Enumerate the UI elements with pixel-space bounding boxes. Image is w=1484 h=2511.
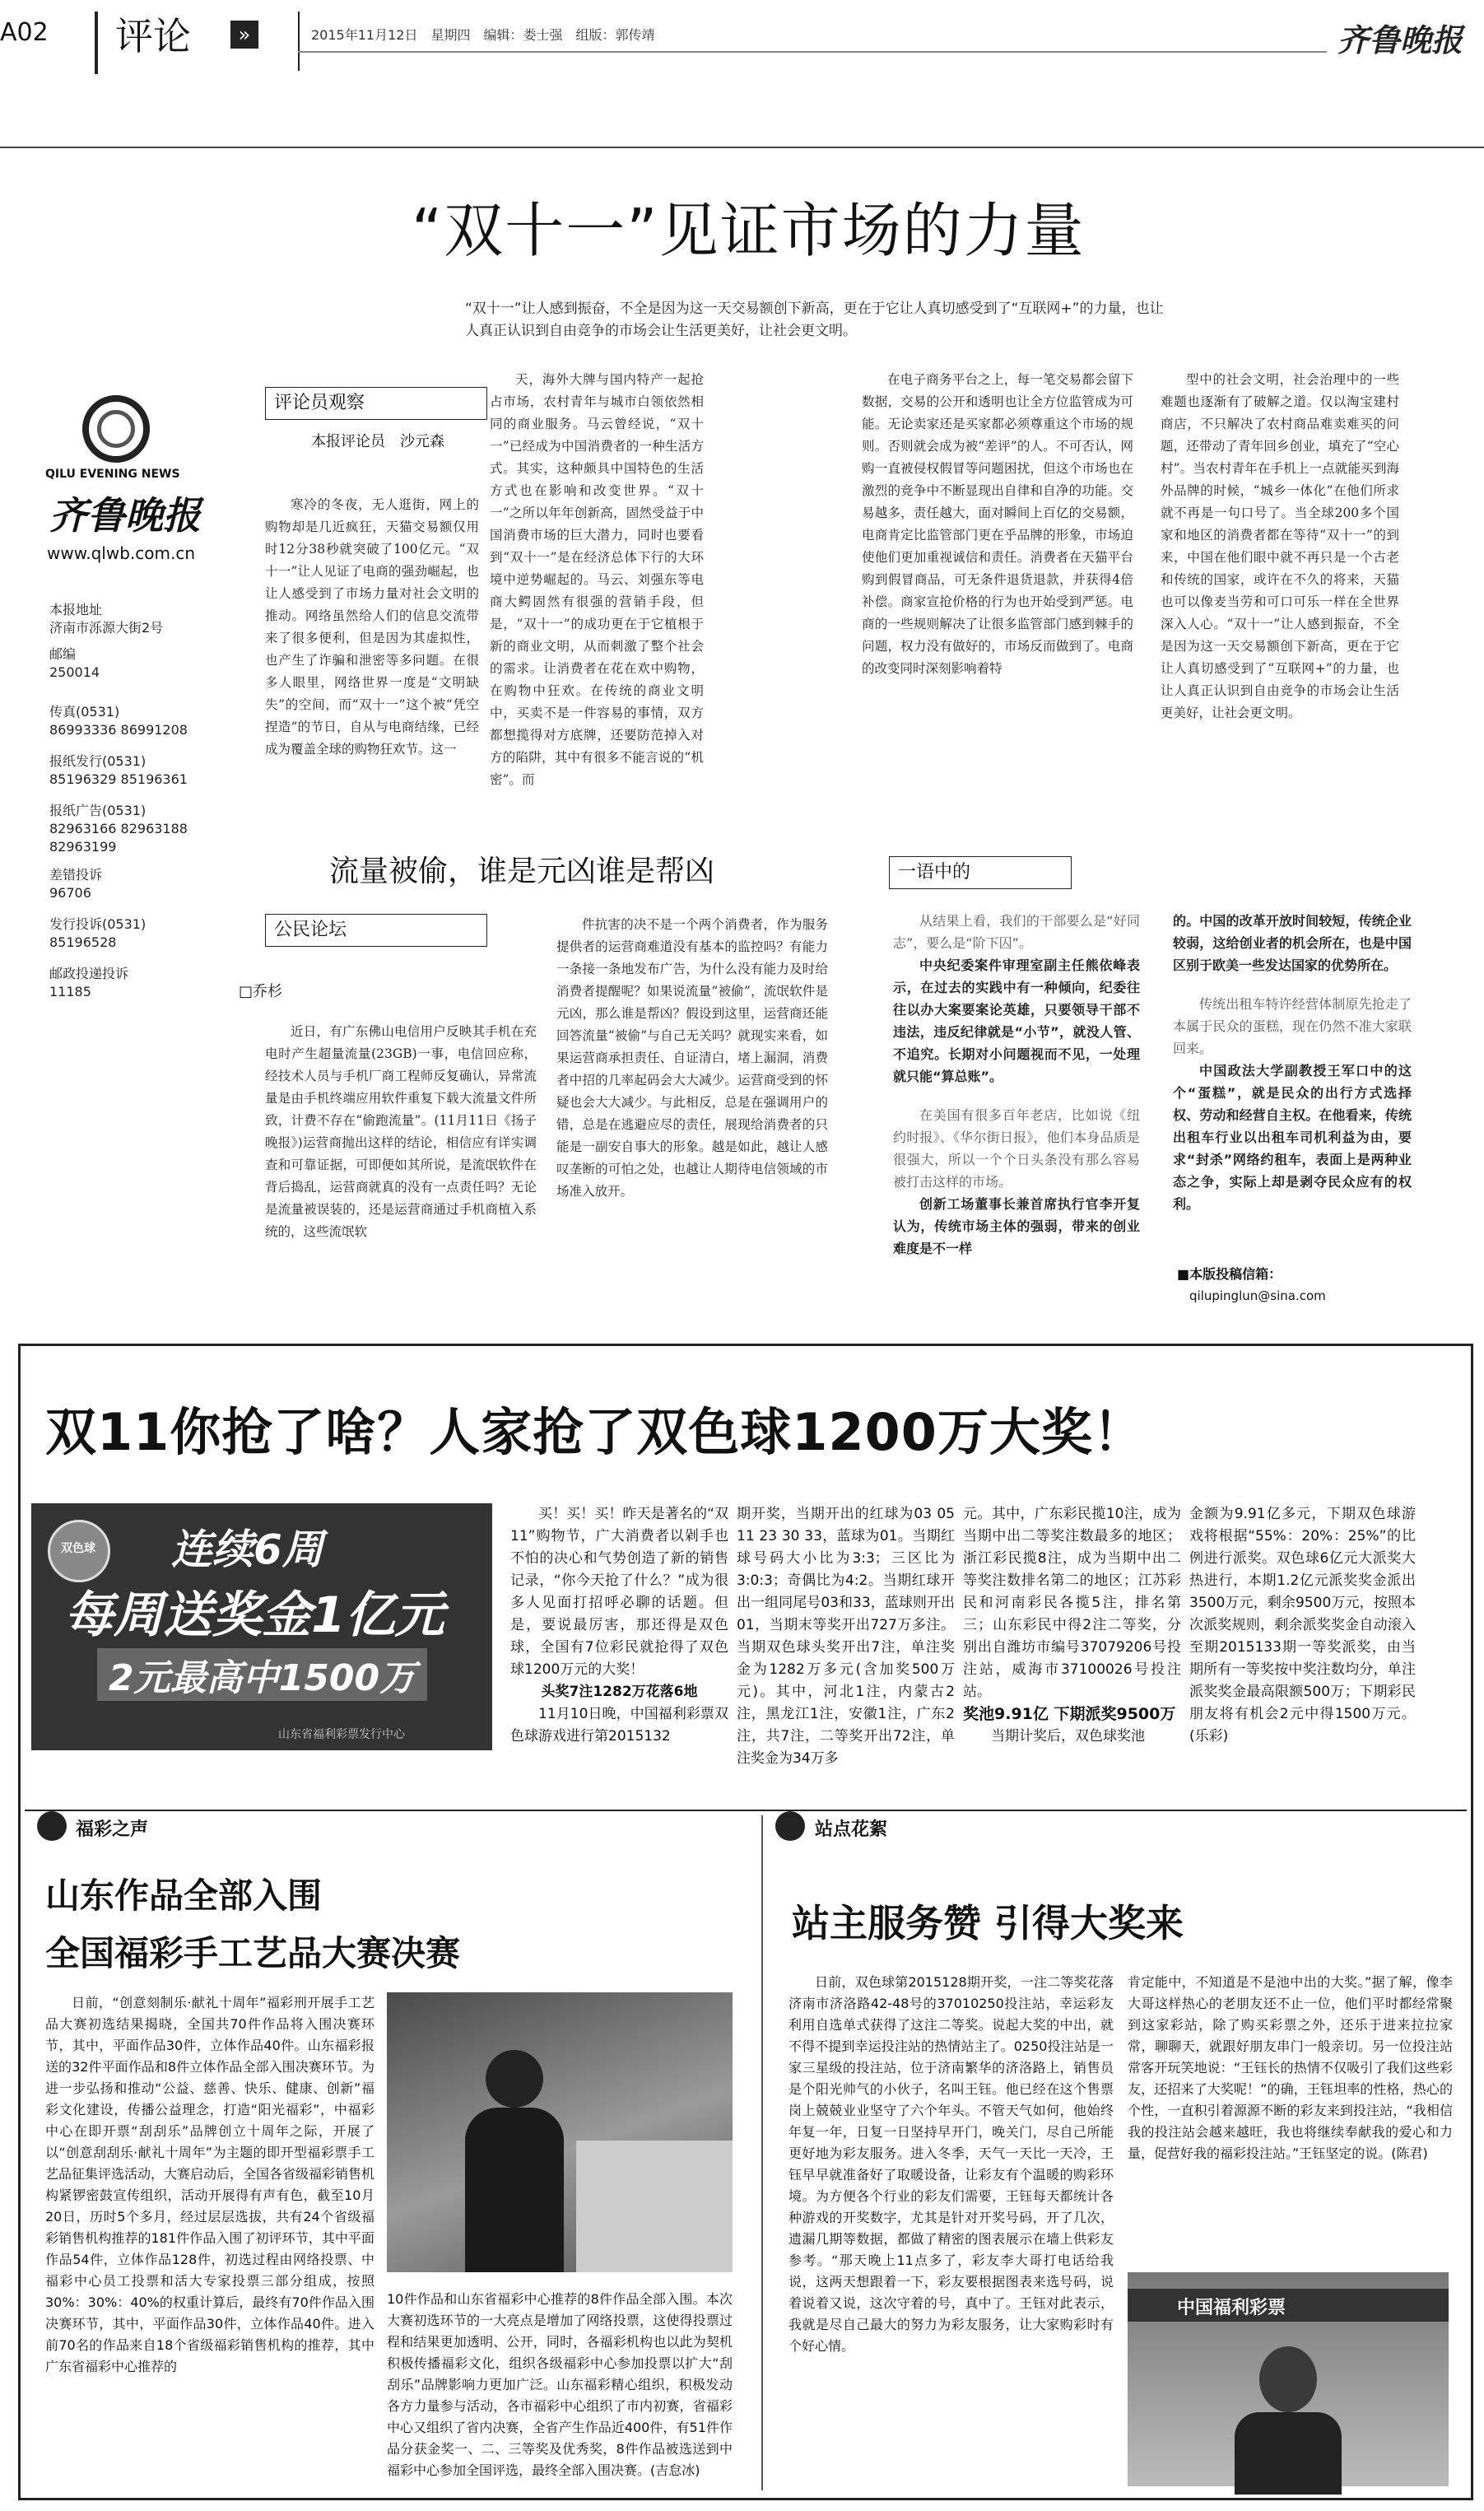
fucai-col-1: 日前，“创意刻制乐·献礼十周年”福彩刑开展手工艺品大赛初选结果揭晓，全国共70件作品将入围决赛环节，其中，平面作品30件，立体作品40件。山东福彩报送的32件平面作品和8件立体作品全部入围决赛环节。为进一步弘扬和推动“公益、慈善、快乐、健康、创新”福彩文化建设，传播公益理念，打造“阳光福彩”，中福彩中心在即开票“刮刮乐”品牌创立十周年之际，开展了以“创意刮刮乐·献礼十周年”为主题的即开型福彩票手工艺品征集评选活动，大赛启动后，全国各省级福彩销售机构紧锣密鼓宣传组织，活动开展得有声有色，截至10月20日，历时5个多月，经过层层选拔，共有24个省级福彩销售机构推荐的181件作品入围了初评环节，其中平面作品54件，立体作品128件，初选过程由网络投票、中福彩中心员工投票和活大专家投票三部分组成，按照30%：30%：40%的权重计算后，最终有70件作品入围决赛环节，其中，平面作品30件，立体作品40件。进入前70名的作品来自18个省级福彩销售机构的推荐，其中广东省福彩中心推荐的 (45, 1995, 375, 2374)
oneword-col-2 (1173, 910, 1412, 1256)
fax-label: 传真(0531) (49, 704, 120, 720)
fucai-tag: 福彩之声 (76, 1819, 149, 1840)
ad-banner (31, 1503, 492, 1750)
header-rule-left (298, 12, 300, 71)
dist-label: 报纸发行(0531) (49, 753, 147, 769)
complaint-value: 96706 (49, 885, 91, 901)
banner-footer: 山东省福利彩票发行中心 (278, 1728, 405, 1741)
station-photo-caption: 中国福利彩票 (1177, 2298, 1286, 2318)
zip-label: 邮编 (49, 646, 77, 662)
man-body-icon (1235, 2412, 1342, 2495)
station-col-1: 日前，双色球第2015128期开奖，一注二等奖花落济南市济洛路42-48号的37010250投注站，幸运彩友利用自选单式获得了这注二等奖。说起大奖的中出，就不得不提到幸运投注站的热情站主了。0250投注站是一家三星级的投注站，位于济南繁华的济洛路上，销售员是个阳光帅气的小伙子，名叫王钰。他已经在这个售票岗上兢兢业业坚守了六个年头。不管天气如何，他始终年复一年，日复一日坚持早开门，晚关门，尽自己所能更好地为彩友服务。进入冬季，天气一天比一天冷，王钰早早就准备好了取暖设备，让彩友有个温暖的购彩环境。为方便各个行业的彩友们需要，王钰每天都统计各种游戏的开奖数字，尤其是针对开奖号码，开了几次，遗漏几期等数据，都做了精密的图表展示在墙上供彩友参考。“那天晚上11点多了，彩友李大哥打电话给我说，这两天想跟着一下，彩友要根据图表来选号码，说着说着又说，这次守着的号，真中了。王钰对此表示，我就是尽自己最大的努力为彩友服务，让大家购彩时有个好心情。 (789, 1974, 1114, 2354)
ad-headline: 双11你抢了啥？人家抢了双色球1200万大奖！ (45, 1402, 1145, 1462)
paper-url[interactable]: www.qlwb.com.cn (47, 543, 195, 563)
ad-col-1: 买！买！买！昨天是著名的“双11”购物节，广大消费者以剁手也不怕的决心和气势创造了新的销售记录，“你今天抢了什么？”成为很多人见面打招呼必聊的话题。但是，要说最厉害，那还得是双色球，全国有7位彩民就抢得了双色球1200万元的大奖！ 头奖7注1282万花落6地 11月10日晚，中国福利彩票双色球游戏进行第2015132 (510, 1506, 728, 1745)
station-col-2: 肯定能中，不知道是不是池中出的大奖。”据了解，像李大哥这样热心的老朋友还不止一位，他们平时都经常聚到这家彩站，除了购买彩票之外，还乐于进来拉拉家常，聊聊天，就跟好朋友串门一般亲切。另一位投注站常客开玩笑地说：“王钰长的热情不仅吸引了我们这些彩友，还招来了大奖呢！”的确，王钰坦率的性格，热心的个性，一直积引着源源不断的彩友来到投注站，“我相信我的投注站会越来越旺，我也将继续奉献我的爱心和力量，促营好我的福彩投注站。”王钰坚定的说。(陈君) (1128, 1974, 1453, 2161)
delivery-label: 发行投诉(0531) (49, 916, 147, 932)
station-photo (1128, 2272, 1449, 2486)
fucai-tag-icon (37, 1811, 67, 1841)
ad-col-4: 金额为9.91亿多元，下期双色球游戏将根据“55%：20%：25%”的比例进行派奖。双色球6亿元大派奖大热进行，本期1.2亿元派奖奖金派出3500万元，剩余9500万元，按照本次派奖规则，剩余派奖奖金自动滚入至期2015133期一等奖派奖，由当期所有一等奖按中奖注数均分，单注派奖奖金最高限额500万；下期彩民朋友将有机会2元中得1500万元。(乐彩) (1189, 1506, 1416, 1745)
banner-line-2: 每周送奖金1亿元 (64, 1586, 444, 1644)
header-rule-top (298, 51, 1327, 53)
post-label: 邮政投递投诉 (49, 966, 129, 981)
header-bottom-rule (0, 147, 1484, 148)
contact-email-label: ■本版投稿信箱： (1177, 1266, 1282, 1282)
ad-center-divider (761, 1815, 763, 2490)
oneword-source-3: 中国政法大学副教授王军口中的这个“蛋糕”，就是民众的出行方式选择权、劳动和经营自主权。在他看来，传统出租车行业以出租车司机利益为由，要求“封杀”网络约租车，表面上是两种业态之争，实际上却是剥夺民众应有的权利。 (1173, 1063, 1412, 1212)
ad-col-3: 元。其中，广东彩民揽10注，成为当期中出二等奖注数最多的地区；浙江彩民揽8注，成为当期中出二等奖注数排名第二的地区；江苏彩民和河南彩民各揽5注，排名第三；山东彩民中得2注二等奖，分别出自潍坊市编号37079206号投注站，威海市37100026号投注站。 奖池9.91亿 下期派奖9500万 当期计奖后，双色球奖池 (963, 1506, 1181, 1745)
station-headline: 站主服务赞 引得大奖来 (792, 1901, 1184, 1945)
banner-line-3: 2元最高中1500万 (97, 1648, 427, 1701)
lead-headline: “双十一”见证市场的力量 (412, 196, 1086, 265)
lead-tag: 评论员观察 (265, 387, 487, 420)
oneword-quote-3: 传统出租车特许经营体制原先抢走了本属于民众的蛋糕，现在仍然不准大家联回来。 (1173, 996, 1412, 1056)
address-value: 济南市泺源大街2号 (49, 620, 164, 636)
fucai-headline-2: 全国福彩手工艺品大赛决赛 (45, 1933, 461, 1973)
dist-value: 85196329 85196361 (49, 771, 188, 787)
lead-byline: 本报评论员 沙元森 (311, 433, 444, 450)
section-title: 评论 (115, 14, 191, 58)
lead-col-4: 型中的社会文明，社会治理中的一些难题也逐渐有了破解之道。仅以淘宝建村商店，不只解决了农村商品难卖难买的问题，还带动了青年回乡创业，填充了“空心村”。当农村青年在手机上一点就能买到海外品牌的时候，“城乡一体化”在他们所求就不再是一句口号了。当全球200多个国家和地区的消费者都在等待“双十一”的到来，中国在他们眼中就不再只是一个古老和传统的国家，或许在不久的将来，天猫也可以像麦当劳和可口可乐一样在全世界深入人心。“双十一”让人感到振奋，不全是因为这一天交易额创下新高，更在于它让人真切感受到了“互联网+”的力量，也让人真正认识到自由竞争的市场会让生活更美好，让社会更文明。 (1161, 372, 1399, 720)
header-logo: 齐鲁晚报 (1337, 21, 1463, 58)
page-number: A02 (0, 18, 49, 47)
fucai-col-2: 10件作品和山东省福彩中心推荐的8件作品全部入围。本次大赛初选环节的一大亮点是增加了网络投票，这使得投票过程和结果更加透明、公开，同时，各福彩机构也以此为契机积极传播福彩文化，组织各级福彩中心参加投票以扩大“刮刮乐”品牌影响力更加广泛。山东福彩精心组织，积极发动各方力量参与活动，各市福彩中心组织了市内初赛，省福彩中心又组织了省内决赛，全省产生作品近400件，有51件作品分获金奖一、二、三等奖及优秀奖，8件作品被选送到中福彩中心参加全国评选，最终全部入围决赛。(吉怠冰) (387, 2291, 733, 2478)
person-silhouette-icon (486, 2050, 543, 2108)
fax-value: 86993336 86991208 (49, 722, 188, 738)
header-meta: 2015年11月12日 星期四 编辑：娄士强 组版：郭传靖 (311, 27, 655, 43)
ad-inner-rule (25, 1810, 1467, 1811)
display-shelf-icon (576, 2141, 733, 2272)
header-divider (95, 12, 98, 74)
lead-col-1: 寒冷的冬夜，无人逛街，网上的购物却是几近疯狂，天猫交易额仅用时12分38秒就突破了100亿元。“双十一”让人见证了电商的强劲崛起，也让人感受到了市场力量对社会文明的推动。网络虽然给人们的信息交流带来了很多便利，但是因为其虚拟性，也产生了诈骗和泄密等多问题。在很多人眼里，网络世界一度是“文明缺失”的空间，而“双十一”这个被“凭空捏造”的节日，自从与电商结缘，已经成为覆盖全球的购物狂欢节。这一 (265, 497, 479, 757)
second-tag: 公民论坛 (265, 914, 487, 947)
oneword-source-2: 创新工场董事长兼首席执行官李开复认为，传统市场主体的强弱，带来的创业难度是不一样 (893, 1196, 1140, 1256)
contact-block (49, 601, 189, 1001)
contact-email[interactable]: qilupinglun@sina.com (1189, 1288, 1326, 1303)
banner-badge: 双色球 (61, 1542, 95, 1555)
second-headline: 流量被偷，谁是元凶谁是帮凶 (329, 855, 715, 888)
second-col-1: 近日，有广东佛山电信用户反映其手机在充电时产生超量流量(23GB)一事，电信回应称，经技术人员与手机厂商工程师反复确认，异常流量是由手机终端应用软件重复下载大流量文件所致，计费不存在“偷跑流量”。(11月11日《扬子晚报》)运营商抛出这样的结论，相信应有详实调查和可靠证据，可即便如其所说，是流氓软件在背后捣乱，运营商就真的没有一点责任吗？无论是流量被误装的，还是运营商通过手机商植入系统的，这些流氓软 (265, 1024, 537, 1239)
fucai-headline-1: 山东作品全部入围 (45, 1875, 323, 1916)
delivery-value: 85196528 (49, 934, 117, 950)
lead-deck: “双十一”让人感到振奋，不全是因为这一天交易额创下新高，更在于它让人真切感受到了“互联网+”的力量，也让人真正认识到自由竞争的市场会让生活更美好，让社会更文明。 (465, 300, 1164, 339)
paper-name-cn: 齐鲁晚报 (49, 493, 201, 538)
lead-col-3: 在电子商务平台之上，每一笔交易都会留下数据，交易的公开和透明也让全方位监管成为可能。无论卖家还是买家都必须尊重这个市场的规则。否则就会成为被“差评”的人。不可否认，网购一直被侵权假冒等问题困扰，但这个市场也在激烈的竞争中不断显现出自律和自净的功能。交易越多，责任越大，面对瞬间上百亿的交易额，电商肯定比监管部门更在乎品牌的形象，市场迫使他们更加重视诚信和责任。消费者在天猫平台购到假冒商品，可无条件退货退款，并获得4倍补偿。商家宣抢价格的行为也开始受到严惩。电商的一些规则解决了让很多监管部门感到棘手的问题，权力没有做好的，市场反而做到了。电商的改变同时深刻影响着特 (862, 372, 1133, 676)
oneword-col-1 (893, 910, 1140, 1325)
person-body-icon (465, 2108, 564, 2272)
second-col-2: 件抗害的决不是一个两个消费者，作为服务提供者的运营商难道没有基本的监控吗？有能力一条接一条地发布广告，为什么没有能力及时给消费者提醒呢？如果说流量“被偷”，流氓软件是元凶，那么谁是帮凶？假设到这里，运营商还能回答流量“被偷”与自己无关吗？就现实来看，如果运营商承担责任、自证清白，堵上漏洞，消费者中招的几率起码会大大减少。运营商受到的怀疑也会大大减少。与此相反，总是在强调用户的错，总是在逃避应尽的责任，展现给消费者的只能是一副安自事大的形象。越是如此，越让人感叹垄断的可怕之处，也越让人期待电信领域的市场准入放开。 (556, 917, 828, 1199)
ad-value: 82963166 82963188 82963199 (49, 821, 188, 855)
post-value: 11185 (49, 984, 91, 999)
complaint-label: 差错投诉 (49, 867, 103, 883)
second-byline: □乔杉 (239, 983, 283, 1000)
station-tag: 站点花絮 (815, 1819, 888, 1840)
oneword-quote-1: 从结果上看，我们的干部要么是“好同志”，要么是“阶下囚”。 (893, 913, 1140, 951)
station-tag-icon (775, 1811, 805, 1841)
oneword-tag: 一语中的 (889, 856, 1072, 889)
section-arrow-icon: » (230, 21, 258, 49)
ad-col-2: 期开奖，当期开出的红球为03 05 11 23 30 33，蓝球为01。当期红球号码大小比为3:3；三区比为3:0:3；奇偶比为4:2。当期红球开出一组同尾号03和33，蓝球则开出01，当期末等奖开出727万多注。当期双色球头奖开出7注，单注奖金为1282万多元(含加奖500万元)。其中，河北1注，内蒙古2注，黑龙江1注，安徽1注，广东2注，共7注，二等奖开出72注，单注奖金为34万多 (737, 1506, 955, 1767)
banner-line-1: 连续6周 (171, 1526, 323, 1573)
oneword-source-1: 中央纪委案件审理室副主任熊依峰表示，在过去的实践中有一种倾向，纪委往往以办大案要案论英雄，只要领导干部不违法，违反纪律就是“小节”，就没人管、不追究。长期对小问题视而不见，一处理就只能“算总账”。 (893, 957, 1140, 1084)
paper-logo-inner-icon (97, 410, 135, 448)
address-label: 本报地址 (49, 602, 103, 617)
lead-col-2: 天，海外大牌与国内特产一起抢占市场，农村青年与城市白领依然相同的商业服务。马云曾经说，“双十一”已经成为中国消费者的一种生活方式。其实，这种颇具中国特色的生活方式也在影响和改变世界。“双十一”之所以年年创新高，固然受益于中国消费市场的巨大潜力，同时也要看到“双十一”是在经济总体下行的大环境中逆势崛起的。马云、刘强东等电商大鳄固然有很强的营销手段，但是，“双十一”的成功更在于它植根于新的商业文明，从而刺激了整个社会的需求。让消费者在花在欢中购物，在购物中狂欢。在传统的商业文明中，买卖不是一件容易的事情，双方都想揽得对方底牌，还要防范掉入对方的陷阱，其中有很多不能言说的“机密”。而 (490, 372, 704, 787)
fucai-photo (387, 1992, 733, 2272)
man-head-icon (1259, 2346, 1317, 2412)
ad-label: 报纸广告(0531) (49, 803, 147, 818)
oneword-source-2-cont: 的。中国的改革开放时间较短，传统企业较弱，这给创业者的机会所在，也是中国区别于欧美一些发达国家的优势所在。 (1173, 913, 1412, 973)
station-sign (1128, 2289, 1449, 2322)
zip-value: 250014 (49, 664, 100, 680)
paper-name-en: QILU EVENING NEWS (45, 468, 180, 481)
oneword-quote-2: 在美国有很多百年老店，比如说《纽约时报》、《华尔街日报》，他们本身品质是很强大，所以一个个日头条没有那么容易被打击这样的市场。 (893, 1107, 1140, 1190)
